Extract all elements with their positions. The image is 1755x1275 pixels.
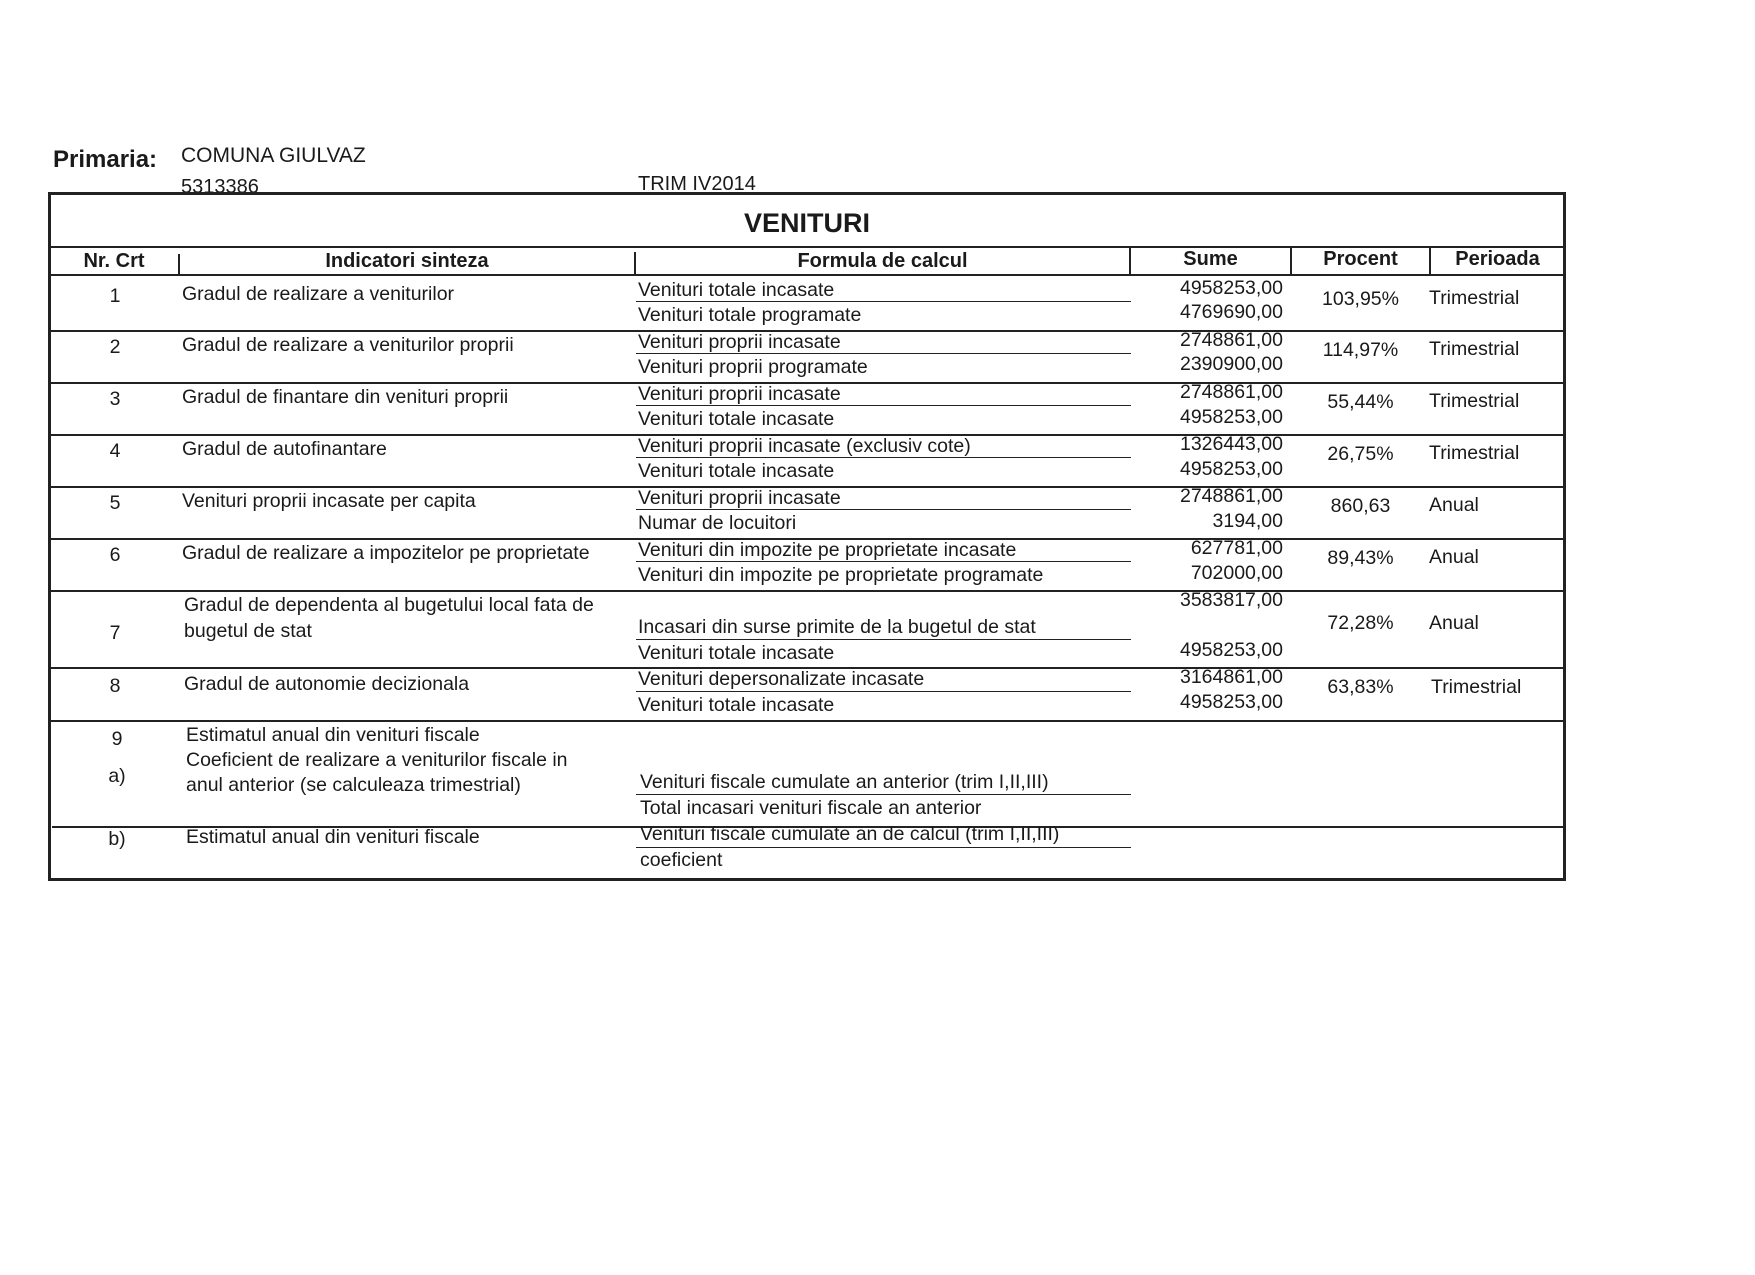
row-nr: 5 — [109, 492, 121, 514]
sum-denominator: 2390900,00 — [1179, 353, 1283, 375]
header-sume: Sume — [1183, 248, 1238, 270]
formula-denominator: Venituri totale programate — [638, 304, 862, 326]
formula-denominator: Venituri totale incasate — [638, 642, 835, 664]
header-divider — [48, 274, 1566, 276]
sum-denominator: 702000,00 — [1190, 562, 1283, 584]
formula-numerator: Venituri din impozite pe proprietate incasate — [638, 539, 1017, 561]
indicator-name: Gradul de autonomie decizionala — [184, 673, 470, 695]
formula-denominator: Venituri proprii programate — [638, 356, 868, 378]
row-nr: 3 — [109, 388, 121, 410]
indicator-name: Gradul de realizare a veniturilor — [182, 283, 455, 305]
indicator-name-line1: Gradul de dependenta al bugetului local fata de — [184, 594, 594, 616]
percent-value: 55,44% — [1327, 391, 1394, 413]
sum-numerator: 2748861,00 — [1179, 485, 1283, 507]
formula-numerator: Venituri proprii incasate — [638, 383, 841, 405]
row-nr: 7 — [109, 622, 121, 644]
indicator-name-line2: bugetul de stat — [184, 620, 312, 642]
row-nr: 4 — [109, 440, 121, 462]
indicator-name: Gradul de finantare din venituri proprii — [182, 386, 509, 408]
entity-code: 5313386 — [181, 176, 259, 198]
indicator-name: Gradul de realizare a veniturilor proprii — [182, 334, 514, 356]
indicator-name-line2: anul anterior (se calculeaza trimestrial) — [186, 774, 521, 796]
period-value: Anual — [1429, 546, 1479, 568]
formula-numerator: Venituri proprii incasate — [638, 331, 841, 353]
header-procent: Procent — [1323, 248, 1398, 270]
period-value: Trimestrial — [1429, 287, 1520, 309]
report-period: TRIM IV2014 — [638, 173, 756, 195]
sum-denominator: 4958253,00 — [1179, 639, 1283, 661]
percent-value: 26,75% — [1327, 443, 1394, 465]
indicator-name: Estimatul anual din venituri fiscale — [186, 826, 480, 848]
sub-item-nr: b) — [108, 828, 126, 850]
formula-numerator: Incasari din surse primite de la bugetul de stat — [638, 616, 1036, 638]
percent-value: 860,63 — [1330, 495, 1391, 517]
indicator-name-line1: Coeficient de realizare a veniturilor fiscale in — [186, 749, 568, 771]
row-nr: 8 — [109, 675, 121, 697]
percent-value: 103,95% — [1322, 288, 1399, 310]
sum-numerator: 3164861,00 — [1179, 666, 1283, 688]
formula-numerator: Venituri depersonalizate incasate — [638, 668, 925, 690]
sum-denominator: 3194,00 — [1212, 510, 1283, 532]
sum-denominator: 4769690,00 — [1179, 301, 1283, 323]
percent-value: 63,83% — [1327, 676, 1394, 698]
header-nr: Nr. Crt — [83, 250, 145, 272]
formula-numerator: Venituri totale incasate — [638, 279, 835, 301]
period-value: Anual — [1429, 612, 1479, 634]
period-value: Trimestrial — [1431, 676, 1522, 698]
formula-denominator: Venituri totale incasate — [638, 694, 835, 716]
row-nr: 9 — [111, 728, 123, 750]
sum-numerator: 1326443,00 — [1179, 433, 1283, 455]
entity-name: COMUNA GIULVAZ — [181, 144, 366, 167]
formula-denominator: Venituri din impozite pe proprietate programate — [638, 564, 1044, 586]
period-value: Trimestrial — [1429, 390, 1520, 412]
header-formula: Formula de calcul — [797, 250, 968, 272]
formula-numerator: Venituri fiscale cumulate an anterior (trim I,II,III) — [640, 771, 1049, 793]
sum-denominator: 4958253,00 — [1179, 458, 1283, 480]
percent-value: 114,97% — [1322, 339, 1399, 361]
row-nr: 1 — [109, 285, 121, 307]
period-value: Trimestrial — [1429, 338, 1520, 360]
percent-value: 72,28% — [1327, 612, 1394, 634]
sum-numerator: 627781,00 — [1190, 537, 1283, 559]
sum-numerator: 3583817,00 — [1179, 589, 1283, 611]
formula-denominator: Numar de locuitori — [638, 512, 797, 534]
formula-denominator: Total incasari venituri fiscale an anterior — [640, 797, 982, 819]
table-title: VENITURI — [743, 208, 870, 238]
formula-denominator: Venituri totale incasate — [638, 408, 835, 430]
row-nr: 6 — [109, 544, 121, 566]
formula-denominator: coeficient — [640, 849, 723, 871]
formula-numerator: Venituri proprii incasate — [638, 487, 841, 509]
sum-denominator: 4958253,00 — [1179, 691, 1283, 713]
sum-numerator: 2748861,00 — [1179, 329, 1283, 351]
indicator-name: Venituri proprii incasate per capita — [182, 490, 476, 512]
sum-denominator: 4958253,00 — [1179, 406, 1283, 428]
sum-numerator: 2748861,00 — [1179, 381, 1283, 403]
formula-numerator: Venituri proprii incasate (exclusiv cote) — [638, 435, 971, 457]
primaria-label: Primaria: — [53, 146, 158, 173]
formula-denominator: Venituri totale incasate — [638, 460, 835, 482]
sub-item-nr: a) — [108, 765, 126, 787]
indicator-name: Gradul de realizare a impozitelor pe proprietate — [182, 542, 590, 564]
row-nr: 2 — [109, 336, 121, 358]
period-value: Anual — [1429, 494, 1479, 516]
sum-numerator: 4958253,00 — [1179, 277, 1283, 299]
formula-numerator: Venituri fiscale cumulate an de calcul (trim I,II,III) — [640, 823, 1060, 845]
header-indicator: Indicatori sinteza — [325, 250, 489, 272]
period-value: Trimestrial — [1429, 442, 1520, 464]
header-perioada: Perioada — [1455, 248, 1540, 270]
indicator-name: Estimatul anual din venituri fiscale — [186, 724, 480, 746]
percent-value: 89,43% — [1327, 547, 1394, 569]
indicator-name: Gradul de autofinantare — [182, 438, 387, 460]
